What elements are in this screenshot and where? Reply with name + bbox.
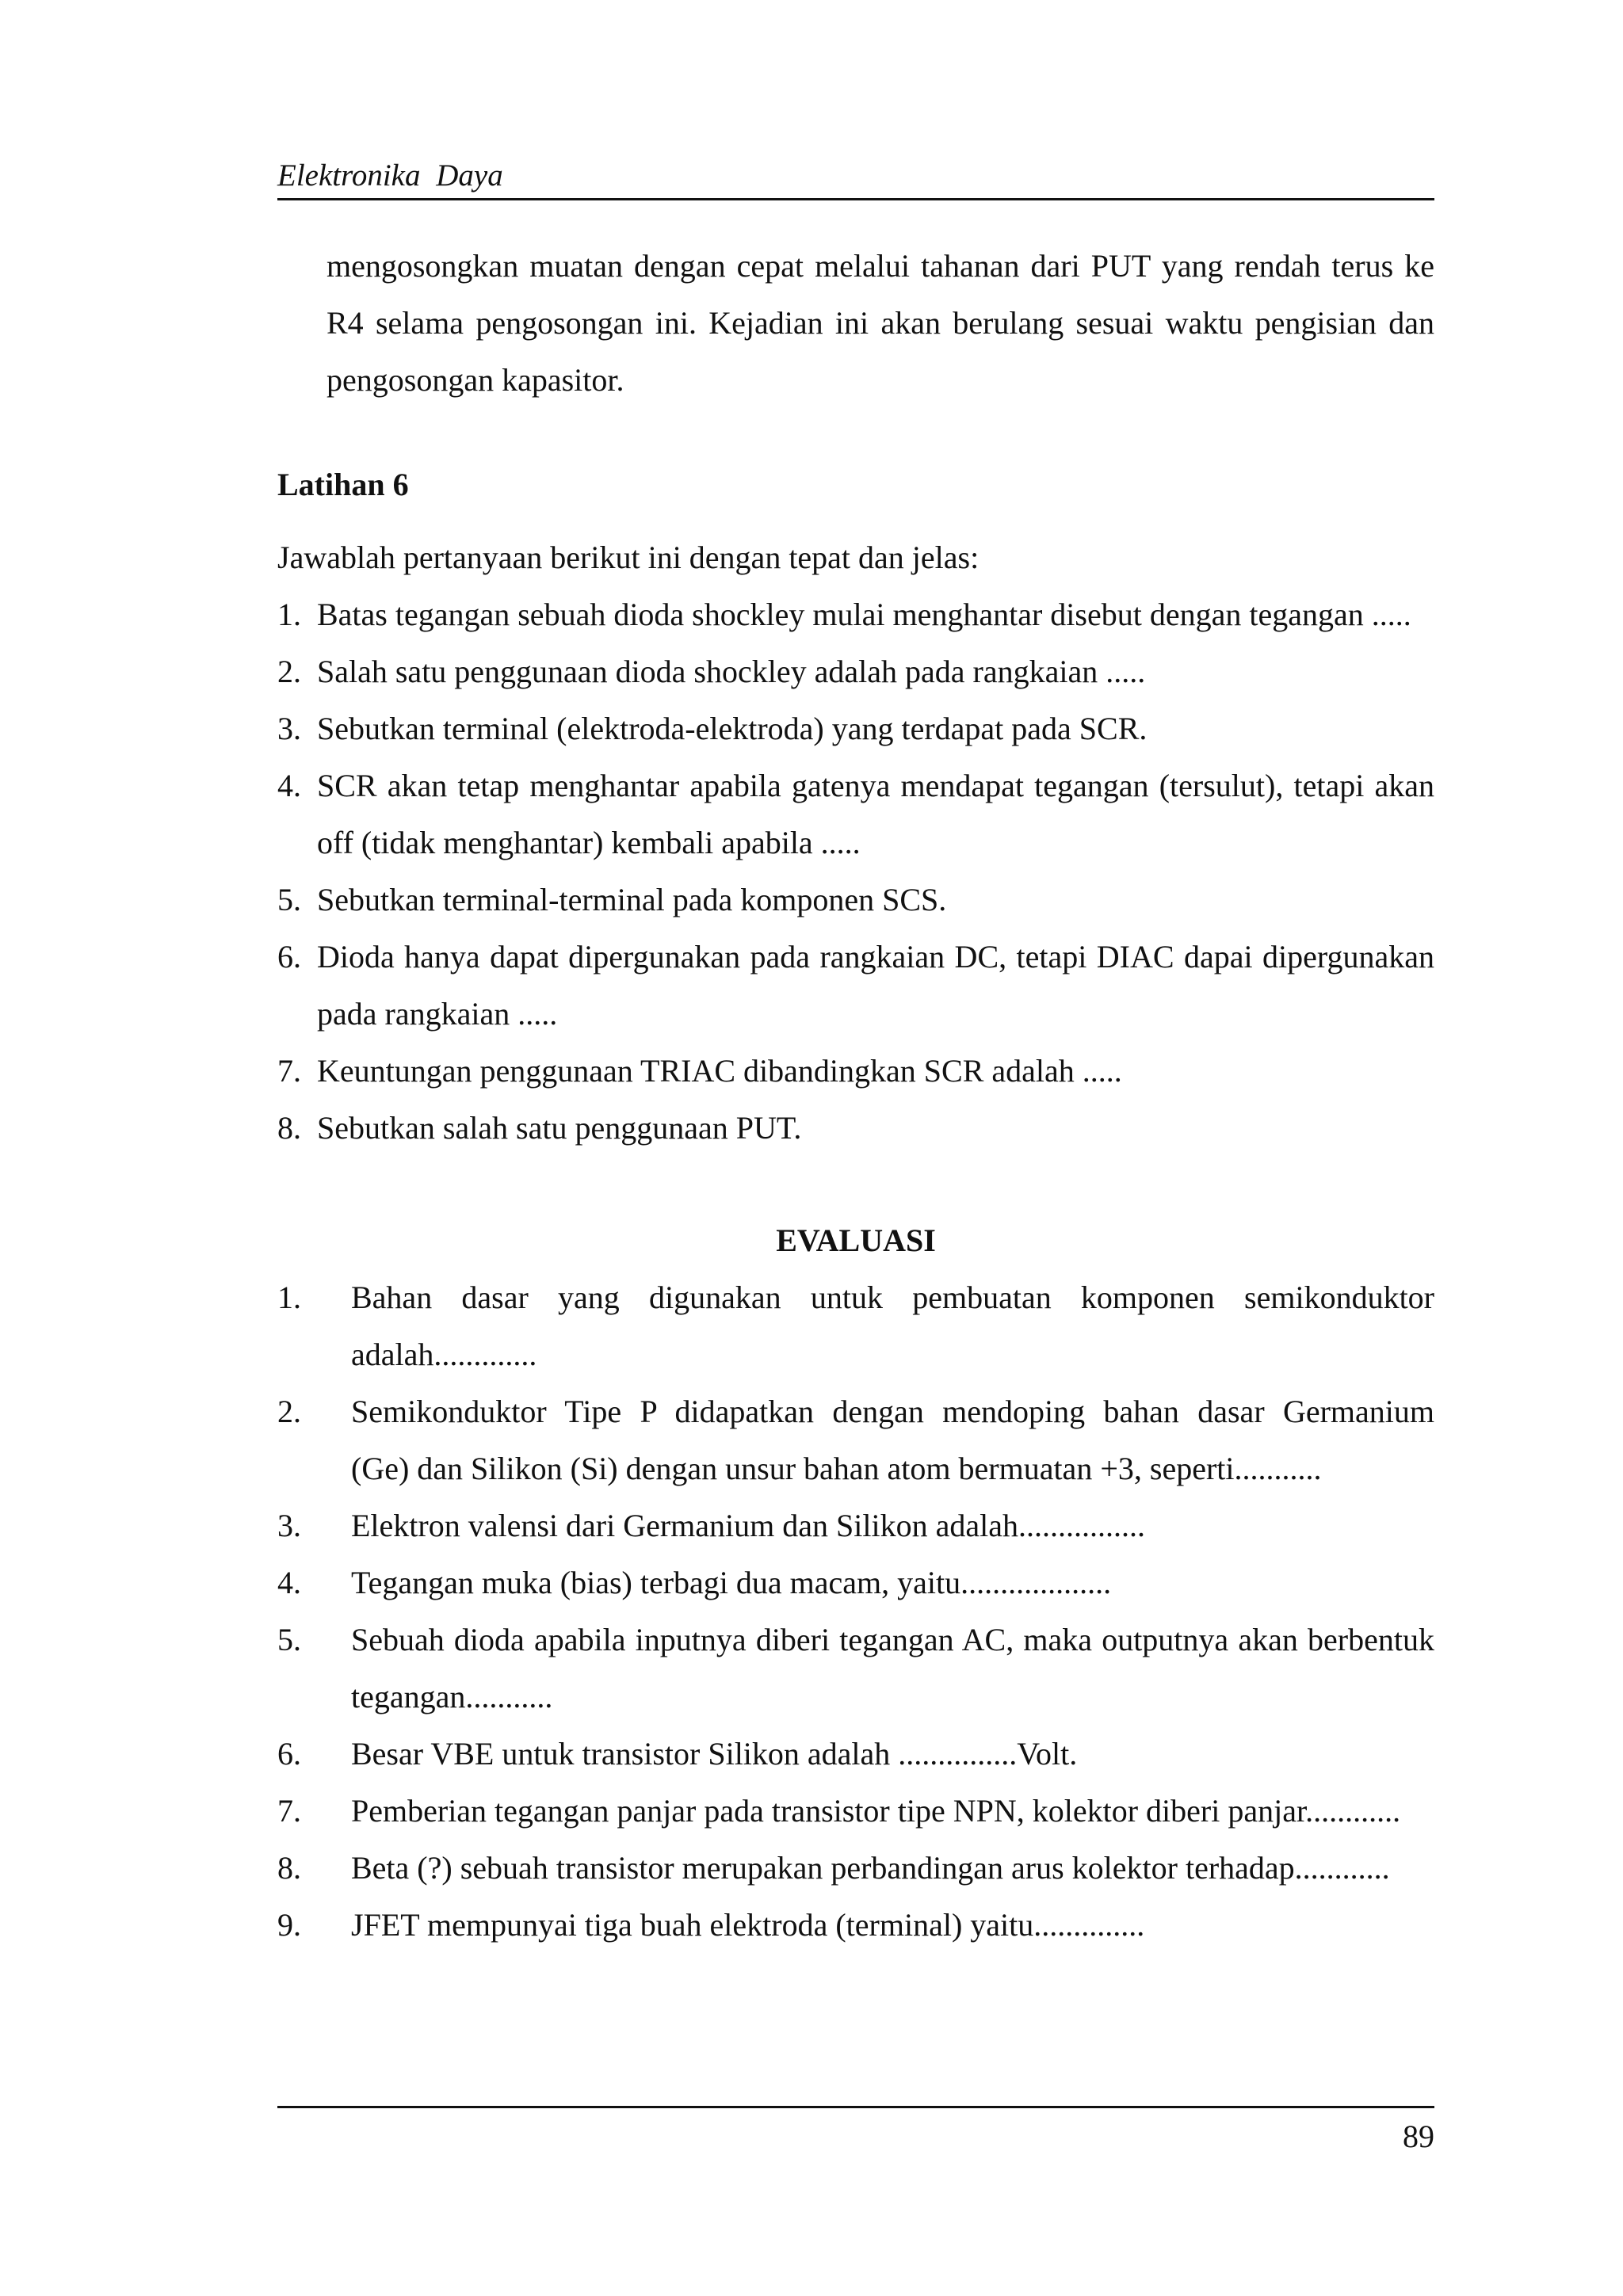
page-number: 89	[1403, 2119, 1434, 2154]
latihan-question	[277, 1100, 1434, 1157]
latihan-question	[277, 757, 1434, 871]
latihan-question	[277, 700, 1434, 757]
question-number: 8.	[277, 1110, 301, 1146]
question-number: 2.	[277, 1394, 301, 1429]
question-number: 5.	[277, 1622, 301, 1657]
question-text: Dioda hanya dapat dipergunakan pada rangkaian DC, tetapi DIAC dapai dipergunakan pada rangkaian .....	[317, 939, 1434, 1032]
evaluasi-question	[277, 1611, 1434, 1726]
question-number: 6.	[277, 1736, 301, 1772]
evaluasi-question	[277, 1269, 1434, 1383]
evaluasi-title: EVALUASI	[776, 1222, 936, 1258]
question-text-line2: (Ge) dan Silikon (Si) dengan unsur bahan atom bermuatan +3, seperti...........	[351, 1451, 1322, 1486]
question-number: 3.	[277, 1508, 301, 1543]
latihan-question	[277, 643, 1434, 700]
intro-paragraph	[327, 238, 1434, 409]
evaluasi-question	[277, 1726, 1434, 1783]
question-number: 5.	[277, 882, 301, 917]
question-text-line1: JFET mempunyai tiga buah elektroda (terminal) yaitu..............	[351, 1907, 1145, 1943]
header-title: Elektronika Daya	[277, 158, 503, 193]
latihan-question	[277, 1043, 1434, 1100]
question-text-line2: adalah.............	[351, 1337, 537, 1372]
question-number: 2.	[277, 654, 301, 689]
question-text: SCR akan tetap menghantar apabila gatenya mendapat tegangan (tersulut), tetapi akan off (tidak menghantar) kembali apabila .....	[317, 768, 1434, 860]
evaluasi-question	[277, 1840, 1434, 1897]
evaluasi-question-list	[277, 1269, 1434, 1954]
question-text: Keuntungan penggunaan TRIAC dibandingkan SCR adalah .....	[317, 1053, 1122, 1089]
question-number: 3.	[277, 711, 301, 746]
latihan-question	[277, 586, 1434, 643]
running-header	[277, 157, 1434, 200]
question-text-line1: Semikonduktor Tipe P didapatkan dengan mendoping bahan dasar Germanium	[351, 1394, 1434, 1429]
evaluasi-question	[277, 1554, 1434, 1611]
page-body	[277, 238, 1434, 1954]
question-text-line1: Besar VBE untuk transistor Silikon adalah ...............Volt.	[351, 1736, 1078, 1772]
question-text-line1: Sebuah dioda apabila inputnya diberi tegangan AC, maka outputnya akan berbentuk	[351, 1622, 1434, 1657]
question-text-line1: Bahan dasar yang digunakan untuk pembuatan komponen semikonduktor	[351, 1280, 1434, 1315]
evaluasi-question	[277, 1783, 1434, 1840]
evaluasi-question	[277, 1497, 1434, 1554]
question-number: 6.	[277, 939, 301, 974]
question-number: 8.	[277, 1850, 301, 1886]
question-text: Salah satu penggunaan dioda shockley adalah pada rangkaian .....	[317, 654, 1146, 689]
question-number: 7.	[277, 1793, 301, 1829]
latihan-title: Latihan 6	[277, 467, 409, 502]
page-footer	[277, 2106, 1434, 2154]
question-number: 4.	[277, 1565, 301, 1600]
question-text-line1: Tegangan muka (bias) terbagi dua macam, yaitu...................	[351, 1565, 1112, 1600]
question-text-line1: Elektron valensi dari Germanium dan Silikon adalah................	[351, 1508, 1145, 1543]
question-number: 9.	[277, 1907, 301, 1943]
question-number: 1.	[277, 597, 301, 632]
latihan-instruction: Jawablah pertanyaan berikut ini dengan tepat dan jelas:	[277, 540, 980, 575]
latihan-question	[277, 929, 1434, 1043]
question-text: Batas tegangan sebuah dioda shockley mulai menghantar disebut dengan tegangan .....	[317, 597, 1411, 632]
question-text-line2: tegangan...........	[351, 1679, 553, 1714]
question-text: Sebutkan terminal-terminal pada komponen SCS.	[317, 882, 947, 917]
question-text: Sebutkan terminal (elektroda-elektroda) yang terdapat pada SCR.	[317, 711, 1148, 746]
latihan-question	[277, 871, 1434, 929]
question-number: 4.	[277, 768, 301, 803]
latihan-question-list	[277, 586, 1434, 1157]
question-text-line1: Beta (?) sebuah transistor merupakan perbandingan arus kolektor terhadap............	[351, 1850, 1390, 1886]
question-text: Sebutkan salah satu penggunaan PUT.	[317, 1110, 802, 1146]
evaluasi-question	[277, 1383, 1434, 1497]
question-number: 1.	[277, 1280, 301, 1315]
evaluasi-question	[277, 1897, 1434, 1954]
intro-text: mengosongkan muatan dengan cepat melalui tahanan dari PUT yang rendah terus ke R4 selama pengosongan ini. Kejadian ini akan berulang sesuai waktu pengisian dan pengosongan kapasitor.	[327, 248, 1434, 398]
question-text-line1: Pemberian tegangan panjar pada transistor tipe NPN, kolektor diberi panjar............	[351, 1793, 1401, 1829]
question-number: 7.	[277, 1053, 301, 1089]
